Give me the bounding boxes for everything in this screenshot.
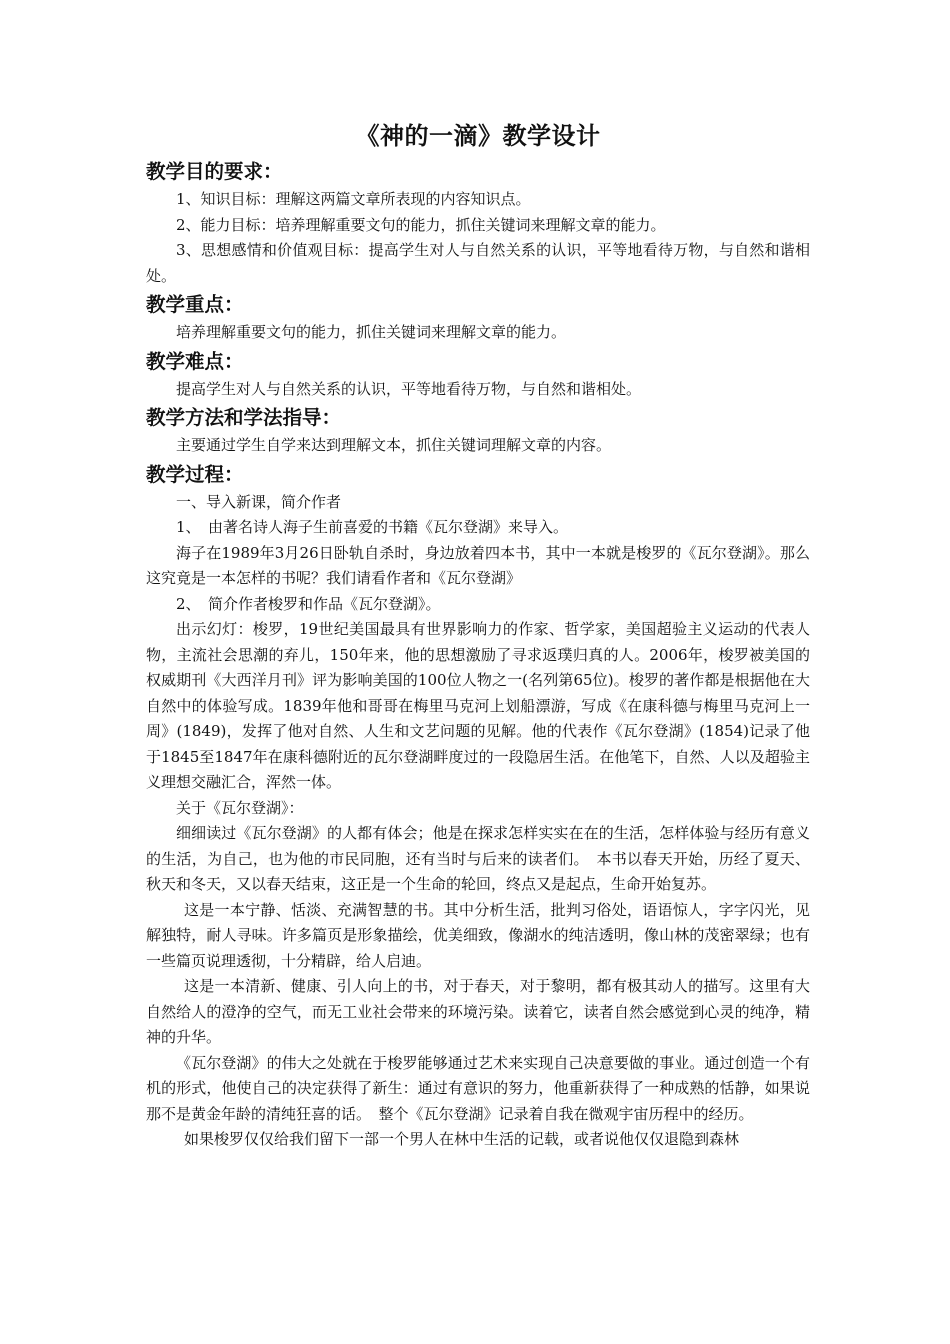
paragraph: 培养理解重要文句的能力，抓住关键词来理解文章的能力。 bbox=[176, 323, 567, 341]
paragraph: 3、思想感情和价值观目标：提高学生对人与自然关系的认识，平等地看待万物，与自然和谐相处。 bbox=[146, 241, 810, 285]
paragraph: 如果梭罗仅仅给我们留下一部一个男人在林中生活的记载，或者说他仅仅退隐到森林 bbox=[184, 1130, 740, 1148]
paragraph: 《瓦尔登湖》的伟大之处就在于梭罗能够通过艺术来实现自己决意要做的事业。通过创造一个有机的形式，他使自己的决定获得了新生：通过有意识的努力，他重新获得了一种成熟的恬静，如果说那不是黄金年龄的清纯狂喜的话。 整个《瓦尔登湖》记录着自我在微观宇宙历程中的经历。 bbox=[146, 1053, 810, 1123]
paragraph: 2、 简介作者梭罗和作品《瓦尔登湖》。 bbox=[176, 594, 441, 613]
paragraph: 提高学生对人与自然关系的认识，平等地看待万物，与自然和谐相处。 bbox=[176, 379, 642, 398]
paragraph: 2、能力目标：培养理解重要文句的能力，抓住关键词来理解文章的能力。 bbox=[176, 215, 666, 234]
paragraph: 海子在1989年3月26日卧轨自杀时，身边放着四本书，其中一本就是梭罗的《瓦尔登湖》。那么这究竟是一本怎样的书呢？我们请看作者和《瓦尔登湖》 bbox=[146, 543, 810, 587]
section-heading-key-points: 教学重点： bbox=[146, 293, 244, 316]
paragraph: 主要通过学生自学来达到理解文本，抓住关键词理解文章的内容。 bbox=[176, 436, 612, 454]
paragraph: 细细读过《瓦尔登湖》的人都有体会；他是在探求怎样实实在在的生活，怎样体验与经历有意义的生活，为自己，也为他的市民同胞，还有当时与后来的读者们。 本书以春天开始，历经了夏天、秋天和冬天，又以春天结束，这正是一个生命的轮回，终点又是起点，生命开始复苏。 bbox=[146, 824, 810, 893]
document-page bbox=[146, 118, 810, 1153]
paragraph: 出示幻灯：梭罗，19世纪美国最具有世界影响力的作家、哲学家，美国超验主义运动的代表人物，主流社会思潮的弃儿，150年来，他的思想激励了寻求返璞归真的人。2006年，梭罗被美国的权威期刊《大西洋月刊》评为影响美国的100位人物之一(名列第65位)。梭罗的著作都是根据他在大自然中的体验写成。1839年他和哥哥在梅里马克河上划船漂游，写成《在康科德与梅里马克河上一周》(1849)，发挥了他对自然、人生和文艺问题的见解。他的代表作《瓦尔登湖》(1854)记录了他于1845至1847年在康科德附近的瓦尔登湖畔度过的一段隐居生活。在他笔下，自然、人以及超验主义理想交融汇合，浑然一体。 bbox=[146, 620, 810, 791]
paragraph: 1、 由著名诗人海子生前喜爱的书籍《瓦尔登湖》来导入。 bbox=[176, 518, 569, 536]
paragraph: 这是一本清新、健康、引人向上的书，对于春天，对于黎明，都有极其动人的描写。这里有大自然给人的澄净的空气，而无工业社会带来的环境污染。读着它，读者自然会感觉到心灵的纯净，精神的升华。 bbox=[146, 977, 810, 1046]
paragraph: 1、知识目标：理解这两篇文章所表现的内容知识点。 bbox=[176, 190, 531, 208]
section-heading-methods: 教学方法和学法指导： bbox=[146, 406, 342, 429]
paragraph: 这是一本宁静、恬淡、充满智慧的书。其中分析生活，批判习俗处，语语惊人，字字闪光，见解独特，耐人寻味。许多篇页是形象描绘，优美细致，像湖水的纯洁透明，像山林的茂密翠绿；也有一些篇页说理透彻，十分精辟，给人启迪。 bbox=[146, 900, 810, 970]
section-heading-process: 教学过程： bbox=[146, 462, 244, 486]
paragraph: 关于《瓦尔登湖》： bbox=[176, 798, 304, 817]
document-title: 《神的一滴》教学设计 bbox=[355, 121, 601, 150]
paragraph: 一、导入新课，简介作者 bbox=[176, 492, 342, 511]
section-heading-difficulties: 教学难点： bbox=[146, 349, 244, 373]
section-heading-objectives: 教学目的要求： bbox=[146, 160, 283, 183]
